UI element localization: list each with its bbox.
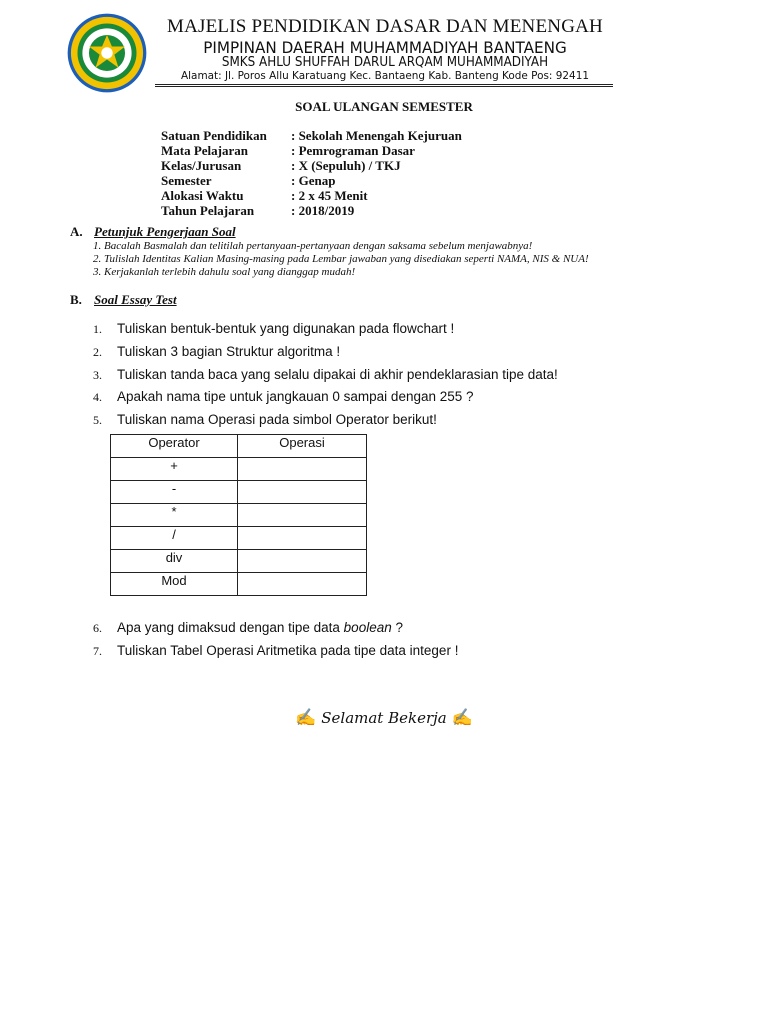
operator-cell: + [111,458,238,481]
header-line-1: MAJELIS PENDIDIKAN DASAR DAN MENENGAH [167,16,603,37]
section-letter: B. [70,292,82,307]
question-text-end: ? [391,620,403,635]
question-text: Tuliskan 3 bagian Struktur algoritma ! [117,344,341,359]
table-row [111,527,367,550]
question-item [93,367,558,383]
question-item [93,412,437,428]
question-item [93,620,403,636]
header-divider-2 [155,86,613,87]
answer-cell [238,573,367,596]
info-row [161,173,335,188]
question-item [93,389,474,405]
question-number: 1. [93,322,102,336]
question-number: 2. [93,345,102,359]
section-title: Soal Essay Test [94,292,177,307]
info-label: Kelas/Jurusan [161,158,242,173]
question-number: 7. [93,644,102,658]
section-title: Petunjuk Pengerjaan Soal [94,224,236,239]
info-row [161,143,415,158]
closing-message [0,708,768,728]
instruction-item: 3. Kerjakanlah terlebih dahulu soal yang dianggap mudah! [93,266,356,278]
operator-table [110,434,367,596]
operator-cell: * [111,504,238,527]
answer-cell [238,527,367,550]
closing-text: Selamat Bekerja [321,709,447,727]
table-header: Operasi [238,435,367,458]
table-row [111,481,367,504]
answer-cell [238,481,367,504]
answer-cell [238,458,367,481]
page-title: SOAL ULANGAN SEMESTER [295,99,473,114]
question-number: 4. [93,390,102,404]
question-text: Tuliskan nama Operasi pada simbol Operator berikut! [117,412,437,427]
question-text: Tuliskan Tabel Operasi Aritmetika pada tipe data integer ! [117,643,459,658]
operator-cell: / [111,527,238,550]
question-number: 5. [93,413,102,427]
info-label: Semester [161,173,212,188]
header-line-2: PIMPINAN DAERAH MUHAMMADIYAH BANTAENG [203,38,567,57]
section-letter: A. [70,224,83,239]
muhammadiyah-logo-icon [66,12,148,94]
info-value: : X (Sepuluh) / TKJ [291,158,401,173]
question-item [93,321,454,337]
info-value: : Pemrograman Dasar [291,143,415,158]
header-address: Alamat: Jl. Poros Allu Karatuang Kec. Bantaeng Kab. Banteng Kode Pos: 92411 [180,69,589,82]
info-value: : Genap [291,173,336,188]
info-row [161,128,462,143]
table-header-row [111,435,367,458]
info-label: Tahun Pelajaran [161,203,255,218]
info-row [161,188,368,203]
section-b-heading [70,292,177,308]
section-a-heading [70,224,236,240]
info-value: : Sekolah Menengah Kejuruan [291,128,462,143]
question-text: Tuliskan bentuk-bentuk yang digunakan pada flowchart ! [117,321,455,336]
info-row [161,203,354,218]
table-header: Operator [111,435,238,458]
question-number: 6. [93,621,102,635]
header-divider [155,84,613,85]
answer-cell [238,550,367,573]
info-value: : 2 x 45 Menit [291,188,368,203]
answer-cell [238,504,367,527]
operator-cell: - [111,481,238,504]
instruction-item: 1. Bacalah Basmalah dan telitilah pertanyaan-pertanyaan dengan saksama sebelum menjawabnya! [93,240,533,252]
question-item [93,643,458,659]
question-text: Apakah nama tipe untuk jangkauan 0 sampai dengan 255 ? [117,389,474,404]
question-text: Tuliskan tanda baca yang selalu dipakai di akhir pendeklarasian tipe data! [117,367,558,382]
writing-hand-icon: ✍ [295,708,317,728]
operator-cell: div [111,550,238,573]
info-label: Alokasi Waktu [161,188,244,203]
question-emphasis: boolean [343,620,392,635]
info-row [161,158,401,173]
table-row [111,458,367,481]
info-value: : 2018/2019 [291,203,355,218]
operator-cell: Mod [111,573,238,596]
table-row [111,504,367,527]
question-text: Apa yang dimaksud dengan tipe data [117,620,344,635]
instruction-item: 2. Tulislah Identitas Kalian Masing-masing pada Lembar jawaban yang disediakan seperti NAMA, NIS & NUA! [93,253,589,265]
header-line-3: SMKS AHLU SHUFFAH DARUL ARQAM MUHAMMADIYAH [221,55,549,70]
table-row [111,550,367,573]
writing-hand-icon: ✍ [451,708,473,728]
question-item [93,344,340,360]
table-row [111,573,367,596]
question-number: 3. [93,368,102,382]
info-label: Mata Pelajaran [161,143,249,158]
info-label: Satuan Pendidikan [161,128,267,143]
